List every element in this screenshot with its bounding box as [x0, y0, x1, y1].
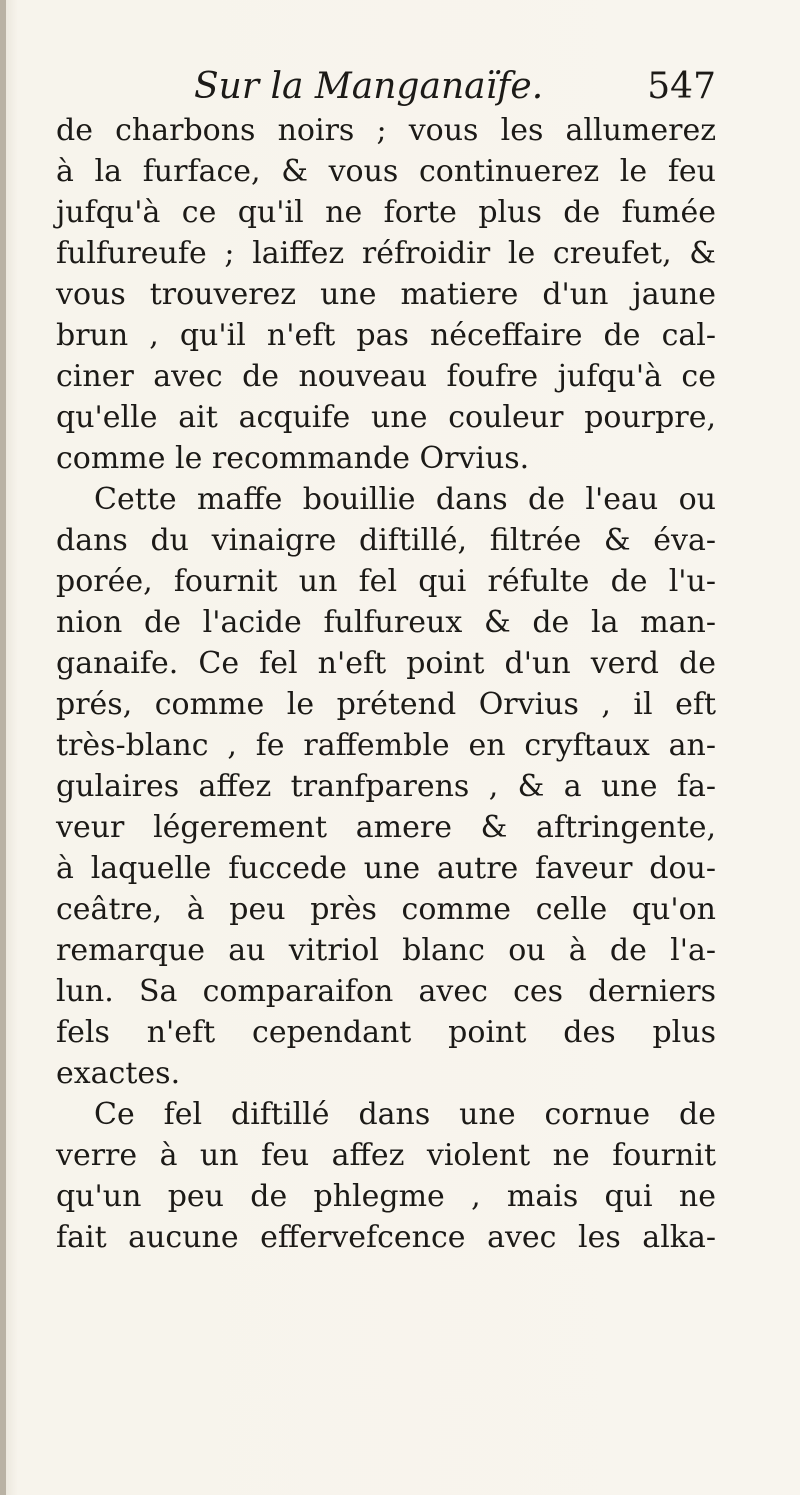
text-line: à la furface, & vous continuerez le feu — [56, 154, 716, 189]
text-line: Ce fel diftillé dans une cornue de — [94, 1097, 716, 1132]
text-line: remarque au vitriol blanc ou à de l'a- — [56, 933, 716, 968]
text-line: fulfureufe ; laiffez réfroidir le creufet, & — [56, 236, 716, 271]
text-line: de charbons noirs ; vous les allumerez — [56, 113, 716, 148]
text-line: verre à un feu affez violent ne fournit — [56, 1138, 716, 1173]
text-line: jufqu'à ce qu'il ne forte plus de fumée — [56, 195, 716, 230]
text-line: prés, comme le prétend Orvius , il eft — [56, 687, 716, 722]
text-line: qu'elle ait acquife une couleur pourpre, — [56, 400, 716, 435]
page-header — [56, 66, 716, 114]
text-line: fels n'eft cependant point des plus — [56, 1015, 716, 1050]
text-line: ceâtre, à peu près comme celle qu'on — [56, 892, 716, 927]
text-line: ciner avec de nouveau foufre jufqu'à ce — [56, 359, 716, 394]
text-line: gulaires affez tranfparens , & a une fa- — [56, 769, 716, 804]
text-line: lun. Sa comparaifon avec ces derniers — [56, 974, 716, 1009]
text-line: fait aucune effervefcence avec les alka- — [56, 1220, 716, 1255]
text-line: à laquelle fuccede une autre faveur dou- — [56, 851, 716, 886]
text-line: très-blanc , fe raffemble en cryftaux an- — [56, 728, 716, 763]
text-line: porée, fournit un fel qui réfulte de l'u- — [56, 564, 716, 599]
text-line: nion de l'acide fulfureux & de la man- — [56, 605, 716, 640]
body-text — [56, 110, 716, 1258]
text-line: veur légerement amere & aftringente, — [56, 810, 716, 845]
text-line: vous trouverez une matiere d'un jaune — [56, 277, 716, 312]
text-line: ganaife. Ce fel n'eft point d'un verd de — [56, 646, 716, 681]
text-line: exactes. — [56, 1056, 181, 1091]
text-line: dans du vinaigre diftillé, filtrée & éva- — [56, 523, 716, 558]
text-line: qu'un peu de phlegme , mais qui ne — [56, 1179, 716, 1214]
page-number: 547 — [647, 66, 716, 107]
binding-edge — [0, 0, 6, 1495]
text-line: comme le recommande Orvius. — [56, 441, 530, 476]
text-line: brun , qu'il n'eft pas néceffaire de cal- — [56, 318, 716, 353]
text-line: Cette maffe bouillie dans de l'eau ou — [94, 482, 716, 517]
running-title: Sur la Manganaïfe. — [194, 66, 544, 107]
